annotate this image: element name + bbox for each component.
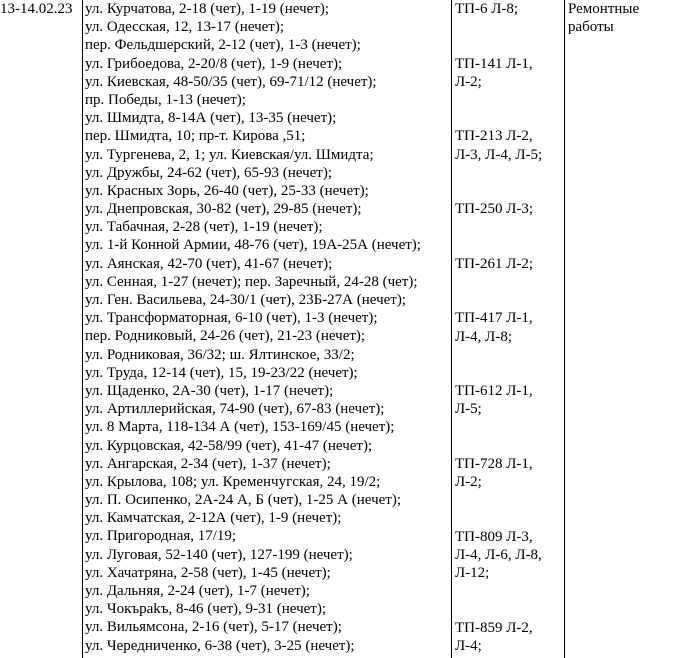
substation-line: Л-2; (455, 73, 482, 90)
substation-line: Л-4; (455, 637, 482, 654)
address-line: пр. Победы, 1-13 (нечет); (85, 91, 246, 108)
address-line: ул. Аянская, 42-70 (чет), 41-67 (нечет); (85, 255, 333, 272)
address-line: ул. Курчатова, 2-18 (чет), 1-19 (нечет); (85, 1, 330, 17)
work-type-line: Ремонтные (568, 1, 640, 17)
substation-line: ТП-809 Л-3, (455, 528, 533, 545)
address-line: ул. Одесская, 12, 13-17 (нечет); (85, 19, 285, 36)
address-line: ул. Табачная, 2-28 (чет), 1-19 (нечет); (85, 219, 323, 236)
address-line: ул. Хачатряна, 2-58 (чет), 1-45 (нечет); (85, 564, 331, 581)
address-line: ул. Курцовская, 42-58/99 (чет), 41-47 (нечет); (85, 437, 373, 454)
address-line: ул. П. Осипенко, 2А-24 А, Б (чет), 1-25 А (нечет); (85, 492, 401, 509)
address-line: ул. Днепровская, 30-82 (чет), 29-85 (нечет); (85, 201, 362, 218)
substation-cell (455, 382, 533, 418)
date-cell: 13-14.02.23 (0, 1, 73, 17)
column-divider (564, 0, 565, 658)
substation-cell (455, 255, 533, 273)
substation-line: Л-3, Л-4, Л-5; (455, 146, 543, 163)
address-line: ул. Щаденко, 2А-30 (чет), 1-17 (нечет); (85, 382, 334, 399)
substation-line: ТП-417 Л-1, (455, 310, 533, 327)
address-line: ул. Дальняя, 2-24 (чет), 1-7 (нечет); (85, 583, 310, 599)
address-column (85, 0, 449, 655)
substation-cell (455, 55, 533, 91)
address-line: ул. Артиллерийская, 74-90 (чет), 67-83 (нечет); (85, 401, 385, 418)
address-line: ул. Дружбы, 24-62 (чет), 65-93 (нечет); (85, 164, 333, 181)
substation-line: ТП-612 Л-1, (455, 383, 533, 400)
address-line: ул. Чередниченко, 6-38 (чет), 3-25 (нечет); (85, 637, 355, 654)
work-type-column (568, 0, 673, 36)
address-line: ул. Грибоедова, 2-20/8 (чет), 1-9 (нечет); (85, 55, 343, 72)
substation-line: Л-5; (455, 401, 482, 418)
address-line: ул. Чокърakъ, 8-46 (чет), 9-31 (нечет); (85, 601, 326, 618)
address-line: ул. Тургенева, 2, 1; ул. Киевская/ул. Шмидта; (85, 146, 374, 163)
substation-line: ТП-213 Л-2, (455, 128, 533, 145)
address-line: пер. Родниковый, 24-26 (чет), 21-23 (нечет); (85, 328, 366, 345)
address-line: ул. Камчатская, 2-12А (чет), 1-9 (нечет); (85, 510, 342, 527)
substation-cell (455, 309, 533, 345)
address-line: ул. Крылова, 108; ул. Кременчугская, 24, 19/2; (85, 473, 381, 490)
address-line: ул. Пригородная, 17/19; (85, 528, 237, 545)
substation-line: Л-12; (455, 565, 490, 582)
substation-line: ТП-250 Л-3; (455, 201, 534, 218)
address-line: ул. Красных Зорь, 26-40 (чет), 25-33 (нечет); (85, 182, 369, 199)
address-line: ул. Луговая, 52-140 (чет), 127-199 (нечет); (85, 546, 353, 563)
substation-line: ТП-141 Л-1, (455, 55, 533, 72)
work-type-line: работы (568, 19, 614, 36)
address-line: ул. Ген. Васильева, 24-30/1 (чет), 23Б-27А (нечет); (85, 292, 406, 308)
address-line: пер. Шмидта, 10; пр-т. Кирова ,51; (85, 128, 306, 145)
substation-cell (455, 0, 518, 18)
substation-cell (455, 200, 533, 218)
substation-cell (455, 619, 533, 655)
substation-line: ТП-6 Л-8; (455, 1, 519, 17)
address-line: ул. 1-й Конной Армии, 48-76 (чет), 19А-25А (нечет); (85, 237, 421, 254)
address-line: ул. Трансформаторная, 6-10 (чет), 1-3 (нечет); (85, 310, 378, 327)
address-line: ул. Ангарская, 2-34 (чет), 1-37 (нечет); (85, 455, 331, 472)
substation-line: ТП-261 Л-2; (455, 255, 534, 272)
address-line: ул. Родниковая, 36/32; ш. Ялтинское, 33/2; (85, 346, 355, 363)
address-line: ул. Труда, 12-14 (чет), 15, 19-23/22 (нечет); (85, 364, 358, 381)
substation-cell (455, 528, 542, 583)
column-divider (82, 0, 83, 658)
substation-cell (455, 127, 542, 163)
substation-line: Л-4, Л-6, Л-8, (455, 546, 542, 563)
address-line: пер. Фельдшерский, 2-12 (чет), 1-3 (нечет); (85, 37, 361, 54)
address-line: ул. Сенная, 1-27 (нечет); пер. Заречный, 24-28 (чет); (85, 273, 418, 290)
column-divider (451, 0, 452, 658)
address-line: ул. Вильямсона, 2-16 (чет), 5-17 (нечет); (85, 619, 342, 636)
date-column (0, 0, 80, 18)
substation-line: Л-2; (455, 474, 482, 491)
substation-line: ТП-859 Л-2, (455, 619, 533, 636)
address-line: ул. 8 Марта, 118-134 А (чет), 153-169/45 (нечет); (85, 419, 395, 436)
substation-cell (455, 455, 533, 491)
address-line: ул. Шмидта, 8-14А (чет), 13-35 (нечет); (85, 110, 337, 127)
address-line: ул. Киевская, 48-50/35 (чет), 69-71/12 (нечет); (85, 73, 377, 90)
substation-line: Л-4, Л-8; (455, 328, 513, 345)
substation-line: ТП-728 Л-1, (455, 456, 533, 472)
